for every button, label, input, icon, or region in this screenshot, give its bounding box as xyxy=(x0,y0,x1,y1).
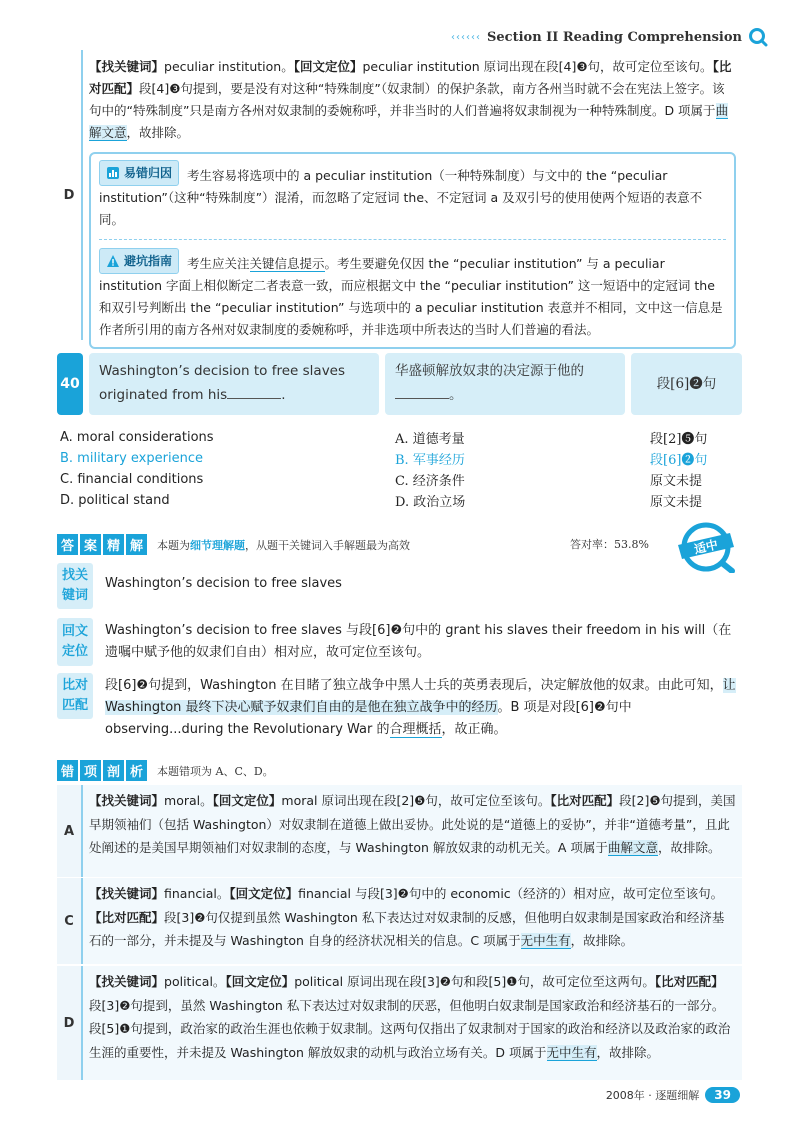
desc-text: 本题为 xyxy=(157,538,190,552)
option-d-analysis xyxy=(57,50,742,340)
correct-rate: 答对率：53.8% xyxy=(570,538,649,551)
keyword-text: political。 xyxy=(164,974,226,989)
locate-label: 【回文定位】 xyxy=(293,59,363,74)
highlight-term: 曲解文意 xyxy=(89,103,729,140)
choice-en: D. political stand xyxy=(60,493,170,508)
locate-text: peculiar institution 原词出现在段[4]❸句，故可定位至该句。 xyxy=(362,59,713,74)
question-number: 40 xyxy=(57,353,83,415)
error-body xyxy=(81,966,742,1080)
highlight-term: 曲解文意 xyxy=(607,840,658,855)
difficulty-label: 适中 xyxy=(692,537,720,557)
question-cn-end: 。 xyxy=(449,387,463,403)
header-arrows: ‹‹‹‹‹‹ xyxy=(451,31,481,43)
error-body xyxy=(81,785,742,877)
choice-cn: A. 道德考量 xyxy=(395,432,465,447)
question-chinese xyxy=(385,353,625,415)
locate-label: 【回文定位】 xyxy=(212,793,282,808)
magnifier-icon xyxy=(748,27,768,47)
match-label: 【比对匹配】 xyxy=(89,59,732,96)
keyword-label: 【找关键词】 xyxy=(89,59,165,74)
tag-char: 答 xyxy=(57,534,78,555)
option-letter: C xyxy=(57,878,81,964)
analysis-text xyxy=(93,673,742,743)
locate-label: 【回文定位】 xyxy=(225,974,295,989)
choice-location: 原文未提 xyxy=(650,495,703,510)
match-label: 【比对匹配】 xyxy=(89,909,165,925)
match-end: ，故排除。 xyxy=(126,125,190,140)
tag-char: 项 xyxy=(80,760,101,781)
page-number: 39 xyxy=(705,1087,740,1103)
tag-char: 剖 xyxy=(103,760,124,781)
choice-cn: D. 政治立场 xyxy=(395,495,466,510)
choice-en: B. military experience xyxy=(60,451,203,466)
choice-a xyxy=(60,427,742,448)
choice-cn: C. 经济条件 xyxy=(395,474,465,489)
question-type: 细节理解题 xyxy=(190,538,245,552)
choice-en: A. moral considerations xyxy=(60,430,214,445)
choice-location: 原文未提 xyxy=(650,474,703,489)
choice-location: 段[2]❺句 xyxy=(650,432,708,447)
tag-char: 精 xyxy=(103,534,124,555)
match-text: 。B 项是对段[6]❷句中 observing...during the Revolutionary War 的 xyxy=(105,700,632,737)
answer-section-desc xyxy=(157,537,410,553)
match-label: 【比对匹配】 xyxy=(654,974,724,989)
keyword-text: financial。 xyxy=(164,886,230,901)
match-end: ，故正确。 xyxy=(441,722,507,737)
locate-text: moral 原词出现在段[2]❺句，故可定位至该句。 xyxy=(281,793,551,808)
match-label: 【比对匹配】 xyxy=(550,793,620,808)
choice-cn: B. 军事经历 xyxy=(395,453,465,468)
highlight-term: 无中生有 xyxy=(546,1044,597,1060)
tag-char: 案 xyxy=(80,534,101,555)
question-en-end: . xyxy=(281,387,286,403)
match-end: ，故排除。 xyxy=(596,1044,660,1060)
tag-char: 解 xyxy=(126,534,147,555)
option-d-text xyxy=(89,56,736,144)
option-letter: A xyxy=(57,785,81,877)
errors-section-desc: 本题错项为 A、C、D。 xyxy=(157,764,274,778)
highlight-term: 关键信息提示 xyxy=(249,256,325,271)
match-text: 段[3]❷句仅提到虽然 Washington 私下表达过对奴隶制的反感，但他明白奴隶制是国家政治和经济基石的一部分，并未提及与 Washington 自身的经济状况相关的信息。C 项属于 xyxy=(89,909,725,948)
tip-tag-label: 避坑指南 xyxy=(124,254,173,268)
locate-label: 【回文定位】 xyxy=(229,886,299,901)
tip-text: 考生应关注 xyxy=(187,256,250,271)
answer-blank xyxy=(395,398,449,399)
locate-text: financial 与段[3]❷句中的 economic（经济的）相对应，故可定位至该句。 xyxy=(298,886,724,901)
option-letter: D xyxy=(57,50,81,340)
analysis-text: Washington’s decision to free slaves 与段[6]❷句中的 grant his slaves their freedom in his will（在遗嘱中赋予他的奴隶们自由）相对应，故可定位至该句。 xyxy=(105,623,732,660)
tip-text: 考生容易将选项中的 a peculiar institution（一种特殊制度）与文中的 the “peculiar institution”（这种“特殊制度”）混淆，而忽略了定冠词 the、不定冠词 a 及双引号的使用使两个短语的表意不同。 xyxy=(99,168,703,227)
match-end: ，故排除。 xyxy=(570,933,634,948)
desc-text: ，从题干关键词入手解题最为高效 xyxy=(245,538,410,552)
question-en-text: Washington’s decision to free slaves originated from his xyxy=(99,363,346,403)
analysis-label: 找关键词 xyxy=(57,563,93,609)
error-body xyxy=(81,878,742,964)
choice-d xyxy=(60,490,742,511)
analysis-text: Washington’s decision to free slaves xyxy=(105,576,342,591)
choice-c xyxy=(60,469,742,490)
match-text: 段[3]❷句提到，虽然 Washington 私下表达过对奴隶制的厌恶，但他明白奴隶制是国家政治和经济基石的一部分。段[5]❶句提到，政治家的政治生涯也依赖于奴隶制。这两句仅指出了奴隶制对于国家的政治和经济以及政治家的政治生涯的重要性，并未提及 Washington 解放奴隶的动机与政治立场有关。D 项属于 xyxy=(89,997,731,1060)
chart-icon xyxy=(106,166,120,180)
match-text: 段[4]❸句提到，要是没有对这种“特殊制度”（奴隶制）的保护条款，南方各州当时就不会在宪法上签字。该句中的“特殊制度”只是南方各州对奴隶制的委婉称呼，并非当时的人们普遍将奴隶制视为一种特殊制度。D 项属于 xyxy=(89,81,725,118)
analysis-label: 回文定位 xyxy=(57,618,93,666)
page-footer xyxy=(606,1087,740,1103)
match-end: ，故排除。 xyxy=(657,840,721,855)
errors-section-header xyxy=(57,760,274,781)
option-letter: D xyxy=(57,966,81,1080)
footer-text: 2008年 · 逐题细解 xyxy=(605,1089,700,1102)
tip-error-cause xyxy=(99,160,726,231)
choice-en: C. financial conditions xyxy=(60,472,204,487)
tag-char: 析 xyxy=(126,760,147,781)
question-40 xyxy=(57,353,742,415)
error-option-d xyxy=(57,966,742,1080)
section-title: Section II Reading Comprehension xyxy=(487,29,742,45)
highlight-term: 无中生有 xyxy=(520,933,571,948)
keyword-label: 【找关键词】 xyxy=(89,974,165,989)
keyword-label: 【找关键词】 xyxy=(89,793,165,808)
choice-location: 段[6]❷句 xyxy=(650,453,708,468)
tip-tag-label: 易错归因 xyxy=(124,166,173,180)
errors-section-tag xyxy=(57,760,149,781)
choice-list xyxy=(60,427,742,511)
keyword-label: 【找关键词】 xyxy=(89,886,165,901)
keyword-text: peculiar institution。 xyxy=(164,59,294,74)
question-english xyxy=(89,353,379,415)
tip-avoid-trap xyxy=(99,248,726,341)
match-text: 段[2]❺句提到，美国早期领袖们（包括 Washington）对奴隶制在道德上做出妥协。此处说的是“道德上的妥协”，并非“道德考量”，且此处阐述的是美国早期领袖们对奴隶制的态度，与 Washington 解放奴隶的动机无关。A 项属于 xyxy=(89,793,736,855)
tip-tag-error xyxy=(99,160,179,186)
choice-b xyxy=(60,448,742,469)
warning-icon xyxy=(106,254,120,268)
answer-section-tag xyxy=(57,534,149,555)
tag-char: 错 xyxy=(57,760,78,781)
analysis-match xyxy=(57,673,742,743)
locate-text: political 原词出现在段[3]❷句和段[5]❶句，故可定位至这两句。 xyxy=(294,974,655,989)
answer-blank xyxy=(227,398,281,399)
analysis-label: 比对匹配 xyxy=(57,673,93,719)
match-text: 段[6]❷句提到，Washington 在目睹了独立战争中黑人士兵的英勇表现后，决定解放他的奴隶。由此可知， xyxy=(105,678,723,693)
error-option-c xyxy=(57,878,742,964)
option-d-body xyxy=(81,50,742,340)
highlight-sentence: 让 Washington 最终下决心赋予奴隶们自由的是他在独立战争中的经历 xyxy=(105,678,736,715)
keyword-text: moral。 xyxy=(164,793,213,808)
tip-text-rest: 。考生要避免仅因 the “peculiar institution” 与 a peculiar institution 字面上相似断定二者表意一致，而应根据文中 the “peculiar institution” 这一短语中的定冠词 the 和双引号判断出 the “peculiar institution” 与选项中的 a peculiar institution 表意并不相同，文中这一信息是作者所引用的南方各州对奴隶制度的委婉称呼，并非选项中所表达的当时人们普遍的看法。 xyxy=(99,256,723,337)
error-option-a xyxy=(57,785,742,877)
analysis-locate xyxy=(57,618,742,666)
answer-section-header xyxy=(57,534,410,555)
tips-box xyxy=(89,152,736,349)
question-location: 段[6]❷句 xyxy=(631,353,742,415)
tip-divider xyxy=(99,239,726,240)
question-cn-text: 华盛顿解放奴隶的决定源于他的 xyxy=(395,363,584,379)
analysis-keyword xyxy=(57,563,742,609)
tip-tag-avoid xyxy=(99,248,179,274)
highlight-term: 合理概括 xyxy=(389,722,442,737)
page-header xyxy=(451,24,768,50)
